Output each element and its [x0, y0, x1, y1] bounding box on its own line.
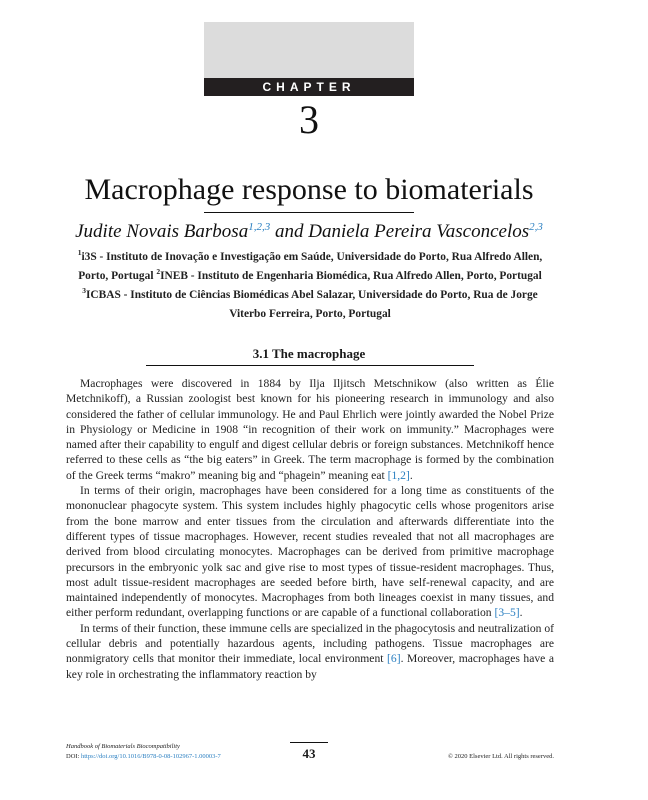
paragraph-2-text: In terms of their origin, macrophages have been considered for a long time as constituents of the mononuclear phagocyte system. This system includes highly phagocytic cells whose progenitors arise from the bone marrow and enter tissues from the circulation and afterwards differentiate into the different types of tissue macrophages. However, recent studies revealed that not all macrophages are derived from blood circulating monocytes. Macrophages can be derived from primitive macrophage precursors in the embryonic yolk sac and give rise to most types of tissue-resident macrophages. Thus, most adult tissue-resident macrophages are seeded before birth, have self-renewal capacity, and are maintained independently of monocytes. Macrophages from both lineages coexist in many tissues, and either perform redundant, overlapping functions or are capable of a functional collaboration — [66, 484, 554, 620]
author-2-affiliation-link[interactable]: 2,3 — [529, 221, 543, 233]
affiliation-1: i3S - Instituto de Inovação e Investigação em Saúde, Universidade do Porto, Rua Alfredo Allen, Porto, Portugal — [78, 251, 543, 282]
title-divider — [204, 212, 414, 213]
paragraph-2-end: . — [519, 606, 523, 620]
paragraph-3 — [66, 621, 554, 682]
chapter-label: CHAPTER — [204, 78, 414, 96]
paragraph-3-text: In terms of their function, these immune cells are specialized in the phagocytosis and neutralization of cellular debris and potentially hazardous agents, including pathogens. Tissue macrophages are nonmigratory cells that monitor their immediate, local environment — [66, 621, 554, 666]
affiliation-2-marker: 2 — [156, 267, 161, 276]
chapter-number: 3 — [299, 97, 319, 142]
body-text — [66, 376, 554, 682]
chapter-title: Macrophage response to biomaterials — [84, 173, 534, 206]
doi-line — [66, 752, 221, 762]
author-line — [0, 218, 618, 246]
page-number: 43 — [302, 746, 316, 761]
paragraph-2 — [66, 483, 554, 621]
section-divider — [146, 365, 474, 366]
citation-link[interactable]: [3–5] — [494, 606, 520, 620]
affiliation-3-marker: 3 — [82, 286, 86, 295]
author-1-affiliation-link[interactable]: 1,2,3 — [248, 221, 271, 233]
affiliation-3: ICBAS - Instituto de Ciências Biomédicas Abel Salazar, Universidade do Porto, Rua de Jorge Viterbo Ferreira, Porto, Portugal — [86, 289, 538, 320]
page-number-divider — [290, 742, 328, 743]
author-conjunction: and — [270, 221, 309, 242]
doi-label: DOI: — [66, 753, 81, 760]
paragraph-1-text: Macrophages were discovered in 1884 by Ilja Iljitsch Metschnikow (also written as Élie Metchnikoff), a Russian zoologist best known for his pioneering research in immunology and also considered the father of cellular immunology. He and Paul Ehrlich were jointly awarded the Nobel Prize in Physiology or Medicine in 1908 “in recognition of their work on immunity.” Macrophages were named after their capability to engulf and digest cellular debris or foreign substances. Metchnikoff hence referred to these cells as “the big eaters” in Greek. The term macrophage is formed by the combination of the Greek terms “makro” meaning big and “phagein” meaning eat — [66, 377, 554, 482]
section-heading: 3.1 The macrophage — [252, 346, 366, 361]
footer-citation — [66, 742, 221, 762]
affiliation-2: INEB - Instituto de Engenharia Biomédica, Rua Alfredo Allen, Porto, Portugal — [160, 270, 542, 282]
paragraph-3-end: . Moreover, macrophages have a key role in orchestrating the inflammatory reaction by — [66, 652, 554, 681]
author-1: Judite Novais Barbosa — [75, 221, 249, 242]
author-2: Daniela Pereira Vasconcelos — [308, 221, 530, 242]
copyright: © 2020 Elsevier Ltd. All rights reserved. — [447, 753, 554, 760]
citation-link[interactable]: [1,2] — [387, 468, 410, 482]
book-title: Handbook of Biomaterials Biocompatibility — [66, 743, 180, 750]
affiliations — [66, 248, 554, 324]
paragraph-1-end: . — [409, 468, 413, 482]
paragraph-1 — [66, 376, 554, 483]
doi-link[interactable]: https://doi.org/10.1016/B978-0-08-102967-1.00003-7 — [80, 753, 221, 760]
affiliation-1-marker: 1 — [77, 248, 82, 257]
citation-link[interactable]: [6] — [387, 652, 401, 666]
